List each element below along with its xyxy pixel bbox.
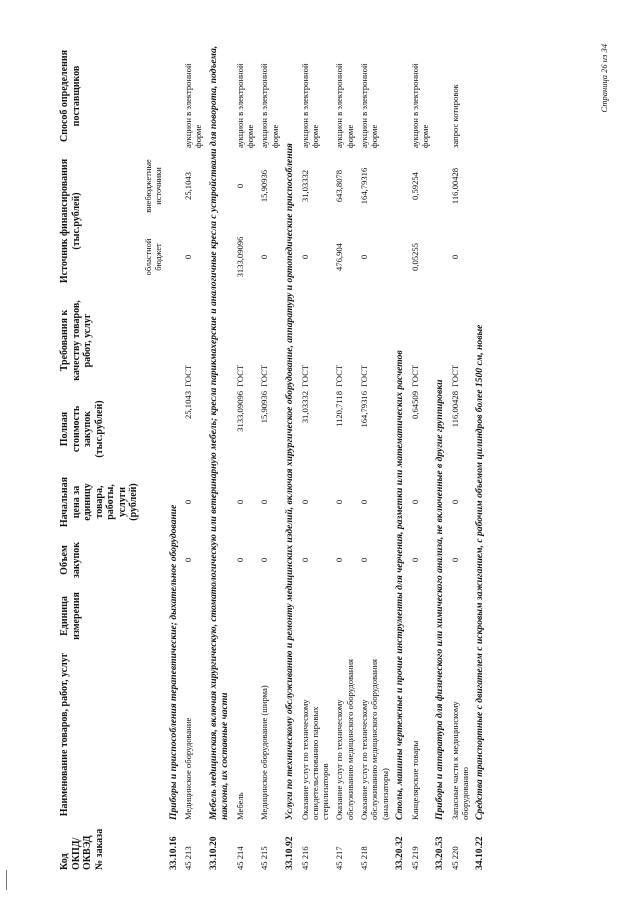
row-funding-extra: 643,8078: [334, 169, 345, 203]
row-code: 45 216: [299, 846, 310, 870]
table-row: [448, 42, 473, 872]
row-start-price: 0: [183, 499, 194, 505]
group-code: 33.10.20: [207, 836, 219, 870]
row-volume: 0: [183, 557, 194, 563]
row-name: Оказание услуг по техническому освидетельствованию паровых стерилизаторов: [299, 699, 331, 820]
row-requirements: ГОСТ: [359, 364, 370, 387]
row-method: аукцион в электронной форме: [259, 63, 280, 148]
row-code: 45 218: [359, 846, 370, 870]
row-unit: [448, 585, 473, 647]
row-volume: 0: [299, 557, 310, 563]
row-start-price: 0: [234, 499, 245, 505]
group-title: Средства транспортные с двигателем с искровым зажиганием, с рабочим объемом цилиндров более 1500 см, новые: [474, 324, 486, 820]
row-name: Мебель: [234, 792, 245, 820]
header-start-price: Начальная цена за единицу товара, работы, услуги (рублей): [59, 476, 139, 528]
row-requirements: ГОСТ: [409, 364, 420, 387]
row-name: Оказание услуг по техническому обслуживанию медицинского оборудования: [334, 658, 355, 820]
header-name: Наименование товаров, работ, услуг: [59, 652, 70, 817]
row-volume: 0: [449, 557, 460, 563]
table-row: [408, 42, 433, 872]
row-funding-regional: 0: [299, 254, 310, 260]
group-code: 33.20.53: [434, 836, 446, 870]
group-code: 33.10.16: [167, 836, 179, 870]
group-title: Приборы и приспособления терапевтические; дыхательное оборудование: [167, 504, 179, 820]
row-volume: 0: [259, 557, 270, 563]
header-method: Способ определения поставщиков: [59, 49, 82, 143]
row-requirements: ГОСТ: [183, 364, 194, 387]
header-funding-extra: внебюджетные источники: [143, 159, 163, 213]
row-unit: [257, 585, 282, 647]
row-unit: [181, 585, 206, 647]
row-method: запрос котировок: [449, 84, 460, 148]
group-row: [432, 42, 448, 872]
table-subheader-row: [142, 42, 166, 872]
row-code: 45 220: [449, 846, 460, 870]
row-name: Канцелярские товары: [409, 740, 420, 820]
row-funding-regional: 0: [449, 254, 460, 260]
row-start-price: 0: [449, 499, 460, 505]
row-method: аукцион в электронной форме: [234, 63, 256, 148]
row-funding-regional: 0: [183, 254, 194, 260]
row-funding-regional: 3133,09096: [234, 236, 245, 278]
group-title: Мебель медицинская, включая хирургическую, стоматологическую или ветеринарную мебель; кресла парикмахерские и аналогичные кресла с устройствами для поворота, подъема, наклона, их составные части: [207, 45, 231, 820]
table-row: [181, 42, 206, 872]
row-requirements: ГОСТ: [234, 364, 245, 387]
group-title: Приборы и аппаратура для физического или химического анализа, не включенные в другие группировки: [434, 379, 446, 820]
row-unit: [332, 585, 357, 647]
row-code: 45 214: [234, 846, 245, 870]
table-row: [357, 42, 392, 872]
row-unit: [233, 585, 258, 647]
table-row: [298, 42, 333, 872]
table-header-row: [57, 42, 142, 872]
row-requirements: ГОСТ: [449, 364, 460, 387]
row-volume: 0: [409, 557, 420, 563]
group-code: 34.10.22: [474, 836, 486, 870]
procurement-table: [57, 42, 488, 872]
row-full-cost: 15,90936: [259, 391, 270, 424]
row-code: 45 219: [409, 846, 420, 870]
row-funding-extra: 0,59254: [409, 172, 420, 200]
header-unit: Единица измерения: [59, 592, 82, 640]
row-full-cost: 1120,7118: [334, 391, 345, 427]
row-funding-regional: 476,904: [334, 243, 345, 271]
row-volume: 0: [234, 557, 245, 563]
row-requirements: ГОСТ: [259, 364, 270, 387]
row-requirements: ГОСТ: [334, 364, 345, 387]
row-funding-extra: 116,00428: [449, 167, 460, 205]
header-requirements: Требования к качеству товаров, работ, услуг: [59, 300, 93, 381]
row-full-cost: 0,64509: [409, 391, 420, 419]
table-row: [233, 42, 258, 872]
row-code: 45 213: [183, 846, 194, 870]
row-name: Запасные части к медицинскому оборудованию: [449, 701, 470, 820]
row-funding-extra: 164,79316: [359, 167, 370, 205]
rotated-table-sheet: [15, 32, 615, 882]
row-requirements: ГОСТ: [299, 364, 310, 387]
row-volume: 0: [334, 557, 345, 563]
row-start-price: 0: [299, 499, 310, 505]
row-start-price: 0: [334, 499, 345, 505]
row-method: аукцион в электронной форме: [359, 63, 380, 148]
row-funding-extra: 31,03332: [299, 169, 310, 203]
row-name: Оказание услуг по техническому обслуживанию медицинского оборудования (анализаторы): [359, 658, 390, 820]
row-funding-extra: 25,1043: [183, 172, 194, 200]
header-volume: Объем закупок: [59, 541, 82, 579]
row-unit: [357, 585, 392, 647]
header-full-cost: Полная стоимость закупок (тыс.рублей): [59, 400, 105, 458]
margin-mark: [6, 880, 7, 890]
group-row: [472, 42, 488, 872]
group-row: [166, 42, 182, 872]
table-row: [332, 42, 357, 872]
group-title: Столы, машины чертежные и прочие инструменты для черчения, разметки или математических расчетов: [394, 350, 406, 820]
row-start-price: 0: [359, 499, 370, 505]
header-code: Код ОКПД/ ОКВЭД № заказа: [59, 828, 105, 870]
row-name: Медицинское оборудование: [183, 717, 194, 820]
group-code: 33.20.32: [394, 836, 406, 870]
header-funding-regional: областной бюджет: [143, 238, 163, 276]
row-funding-regional: 0,05255: [409, 243, 420, 271]
row-method: аукцион в электронной форме: [334, 63, 355, 148]
row-funding-regional: 0: [359, 254, 370, 260]
row-full-cost: 164,79316: [359, 391, 370, 428]
row-funding-regional: 0: [259, 254, 270, 260]
row-start-price: 0: [259, 499, 270, 505]
row-volume: 0: [359, 557, 370, 563]
row-code: 45 217: [334, 846, 345, 870]
group-row: [282, 42, 298, 872]
row-method: аукцион в электронной форме: [183, 63, 204, 148]
row-full-cost: 25,1043: [183, 391, 194, 419]
group-code: 33.10.92: [284, 836, 296, 870]
row-code: 45 215: [259, 846, 270, 870]
table-row: [257, 42, 282, 872]
row-unit: [298, 585, 333, 647]
row-full-cost: 116,00428: [449, 391, 460, 428]
row-start-price: 0: [409, 499, 420, 505]
row-method: аукцион в электронной форме: [409, 63, 430, 148]
row-full-cost: 3133,09096: [234, 391, 245, 432]
row-name: Медицинское оборудование (ширма): [259, 685, 270, 820]
row-funding-extra: 0: [234, 183, 245, 189]
margin-mark: [6, 870, 7, 880]
group-row: [392, 42, 408, 872]
row-unit: [408, 585, 433, 647]
group-title: Услуги по техническому обслуживанию и ремонту медицинских изделий, включая хирургическое оборудование, аппаратуру и ортопедические приспособления: [284, 143, 296, 820]
row-method: аукцион в электронной форме: [299, 63, 320, 148]
row-funding-extra: 15,90936: [259, 169, 270, 203]
header-funding: Источник финансирования (тыс.рублей): [59, 158, 82, 284]
group-row: [206, 42, 233, 872]
page-footer: Страница 26 из 34: [599, 44, 609, 113]
row-full-cost: 31,03332: [299, 391, 310, 424]
